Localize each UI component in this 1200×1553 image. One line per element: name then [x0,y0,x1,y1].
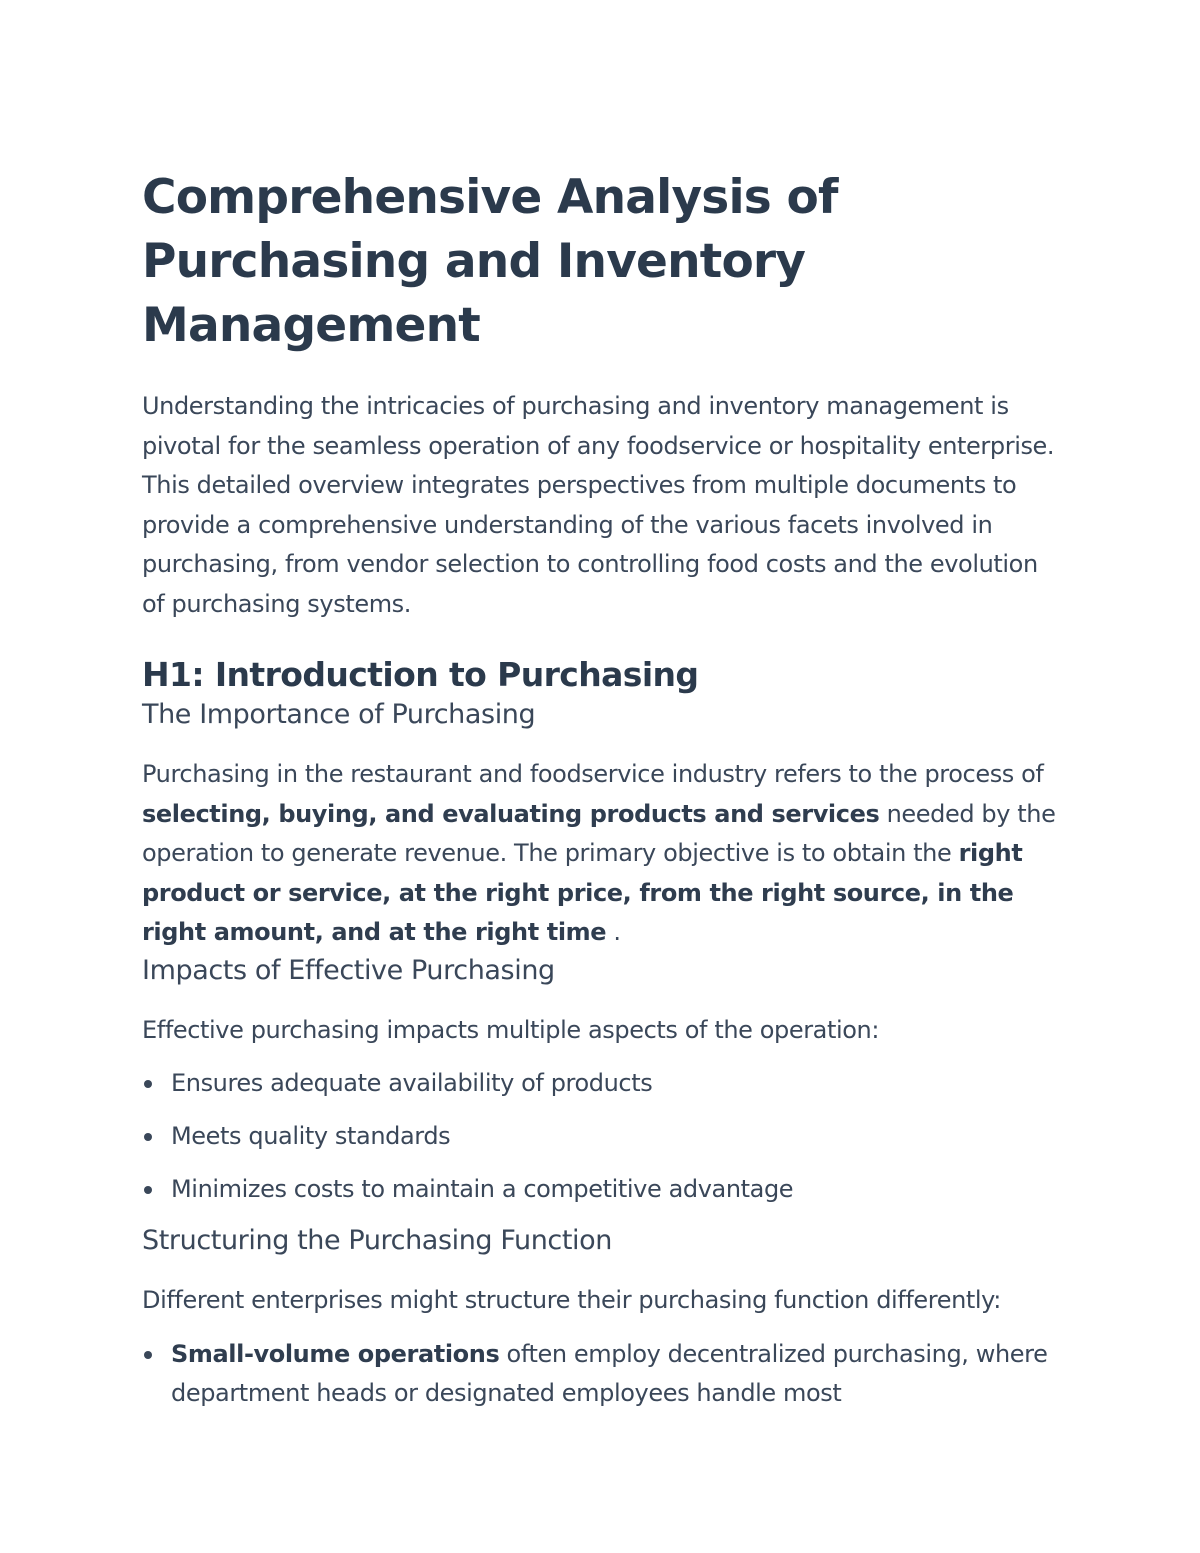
impacts-lead: Effective purchasing impacts multiple aspects of the operation: [142,1015,880,1044]
bullet-icon [144,1186,152,1194]
list-item-bold: Small-volume operations [171,1339,500,1368]
subheading-structuring: Structuring the Purchasing Function [142,1225,612,1256]
importance-bold-1: selecting, buying, and evaluating products and services [142,799,880,828]
list-item-text: Meets quality standards [171,1122,451,1150]
importance-bold-2: right product or service, at the right price, from the right source, in the right amount, and at the right time [142,839,1023,946]
bullet-icon [144,1351,152,1359]
list-item-text: Minimizes costs to maintain a competitive advantage [171,1175,794,1203]
bullet-icon [144,1133,152,1141]
section-heading-introduction: H1: Introduction to Purchasing [142,655,699,694]
intro-paragraph: Understanding the intricacies of purchasing and inventory management is pivotal for the seamless operation of any foodservice or hospitality enterprise. This detailed overview integrates perspectives from multiple documents to provide a comprehensive understanding of the various facets involved in purchasing, from vendor selection to controlling food costs and the evolution of purchasing systems. [142,392,1055,618]
list-item [142,1117,1062,1157]
importance-text-3: . [606,918,621,946]
list-item-text: often employ decentralized purchasing, where department heads or designated employees handle most [171,1339,1048,1407]
document-title: Comprehensive Analysis of Purchasing and Inventory Management [142,170,838,353]
importance-paragraph [142,755,1062,953]
subheading-impacts: Impacts of Effective Purchasing [142,954,555,986]
list-item [142,1335,1062,1414]
bullet-icon [144,1080,152,1088]
importance-text-1: Purchasing in the restaurant and foodservice industry refers to the process of [142,760,1044,788]
document-page [142,166,1062,1427]
structuring-lead: Different enterprises might structure their purchasing function differently: [142,1286,1001,1314]
list-item-text: Ensures adequate availability of products [171,1069,653,1097]
structuring-list [142,1335,1062,1414]
importance-text-2: needed by the operation to generate revenue. The primary objective is to obtain the [142,799,1056,867]
list-item [142,1170,1062,1210]
list-item [142,1064,1062,1104]
impacts-list [142,1064,1062,1210]
subheading-importance: The Importance of Purchasing [142,699,536,730]
